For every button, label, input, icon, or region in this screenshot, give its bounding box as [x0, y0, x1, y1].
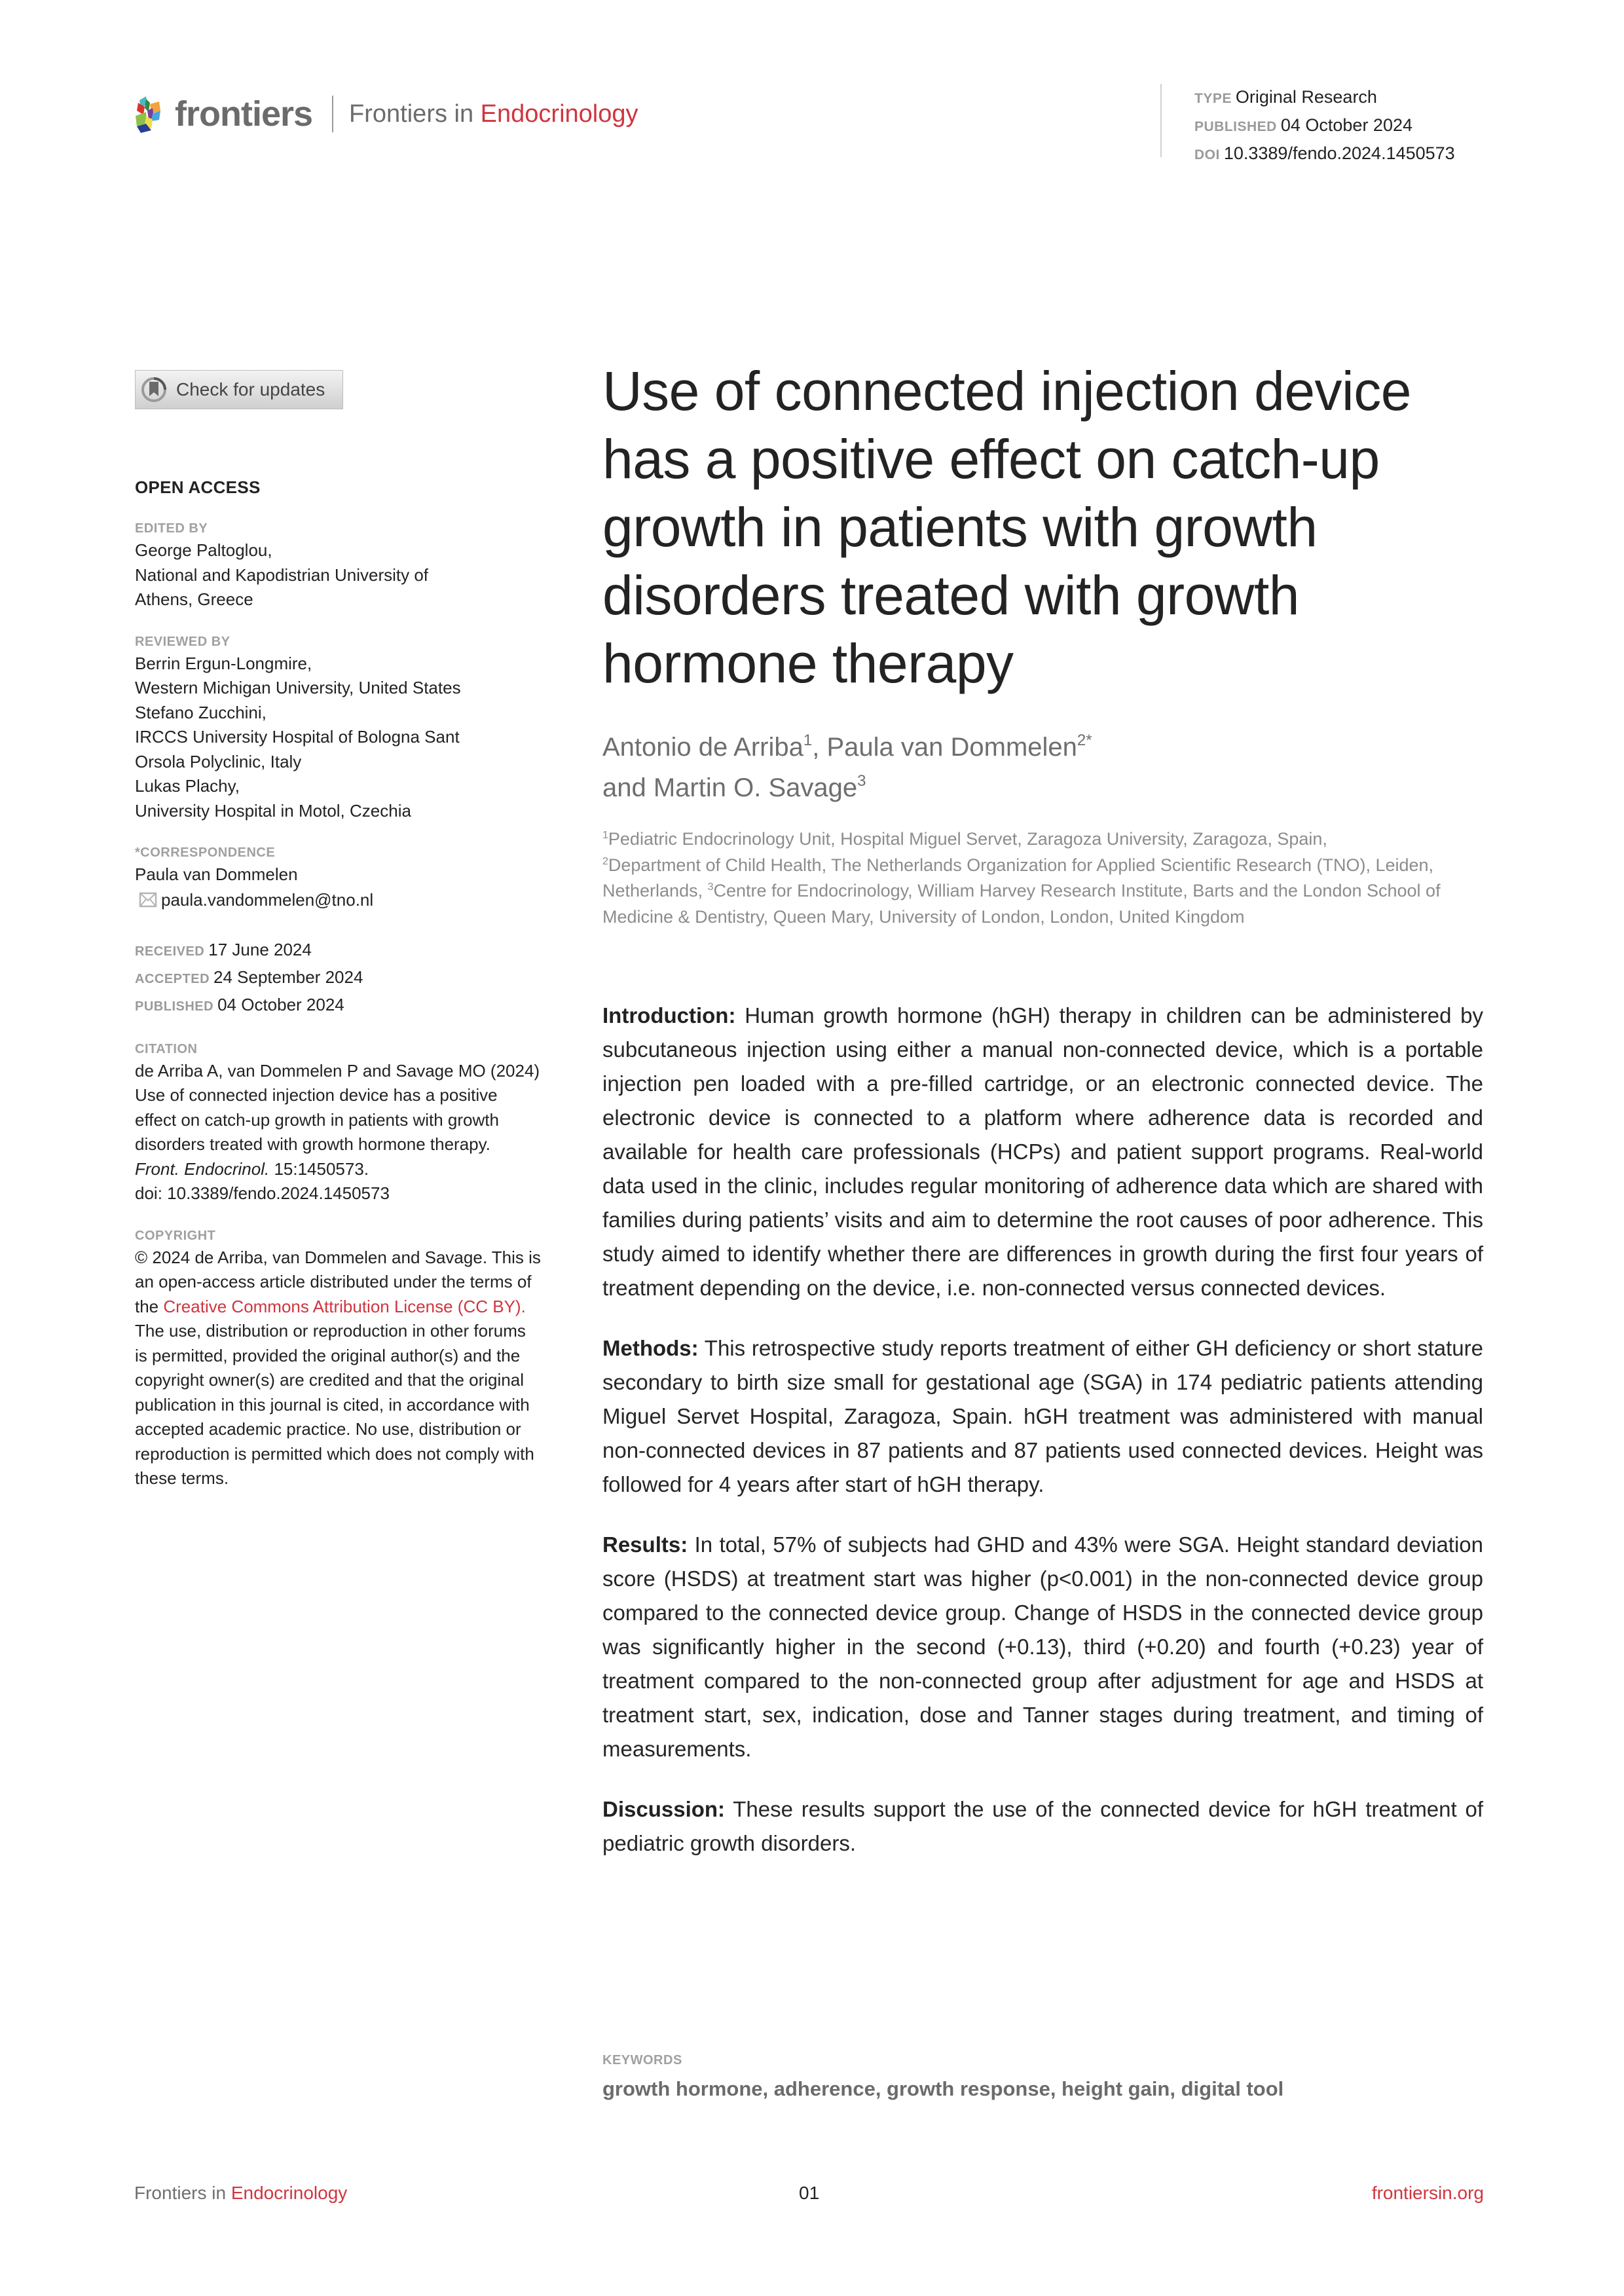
type-label: TYPE: [1194, 91, 1232, 106]
affiliation-text: Department of Child Health, The Netherlands Organization for Applied Scientific Research (TNO), Leiden, Netherlands,: [602, 855, 1434, 900]
editor-affiliation: National and Kapodistrian University of: [135, 565, 429, 585]
published-date: [1194, 112, 1455, 140]
abstract-text: This retrospective study reports treatment of either GH deficiency or short stature secondary to birth size small for gestational age (SGA) in 174 pediatric patients attending Miguel Servet Hospital, Zaragoza, Spain. hGH treatment was administered with manual non-connected devices in 87 patients and 87 patients used connected devices. Height was followed for 4 years after start of hGH therapy.: [602, 1336, 1483, 1496]
abstract-introduction: [602, 999, 1483, 1305]
author[interactable]: [602, 733, 812, 762]
author[interactable]: [826, 733, 1092, 762]
author-list: [602, 727, 1483, 808]
copyright-body: © 2024 de Arriba, van Dommelen and Savage. This is an open-access article distributed under the terms of the: [135, 1247, 541, 1316]
citation-text: [135, 1059, 541, 1206]
published-value: 04 October 2024: [1280, 115, 1413, 135]
doi: [1194, 140, 1455, 168]
affiliations: [602, 826, 1483, 930]
article-title: Use of connected injection device has a positive effect on catch-up growth in patients with growth disorders treated with growth hormone therapy: [602, 360, 1411, 694]
reviewer-name: Lukas Plachy,: [135, 776, 240, 796]
article-dates: [135, 937, 541, 1020]
editor-info: [135, 538, 541, 612]
accepted-label: ACCEPTED: [135, 971, 210, 986]
correspondence-label: *CORRESPONDENCE: [135, 845, 276, 860]
bookmark-ring-icon: [141, 375, 167, 404]
reviewer-affiliation: IRCCS University Hospital of Bologna Sant: [135, 727, 460, 747]
frontiers-site-link[interactable]: frontiersin.org: [1371, 2183, 1484, 2203]
journal-name: [349, 100, 638, 128]
citation-volume: 15:1450573.: [274, 1158, 369, 1179]
abstract-heading: Results:: [602, 1532, 688, 1557]
abstract-text: Human growth hormone (hGH) therapy in children can be administered by subcutaneous injection using either a manual non-connected device, which is a portable injection pen loaded with a pre-filled cartridge, or an electronic connected device. The electronic device is connected to a platform where adherence data is recorded and available for health care professionals (HCPs) and patient support programs. Real-world data used in the clinic, includes regular monitoring of adherence data which are shared with families during patients’ visits and aim to determine the root causes of poor adherence. This study aimed to identify whether there are differences in growth during the first four years of treatment depending on the device, i.e. non-connected versus connected devices.: [602, 1003, 1483, 1300]
abstract: [602, 999, 1483, 1887]
author-affiliation-sup: 1: [803, 731, 813, 749]
page-number: 01: [799, 2183, 820, 2203]
citation-journal: Front. Endocrinol.: [135, 1158, 270, 1179]
footer-journal-prefix: Frontiers in: [134, 2183, 227, 2203]
open-access-label: OPEN ACCESS: [135, 477, 261, 497]
envelope-icon: [139, 891, 157, 908]
editor-name: George Paltoglou,: [135, 540, 272, 560]
published-label: PUBLISHED: [135, 999, 214, 1014]
correspondence-email: [135, 887, 541, 912]
frontiers-cubes-icon: [134, 94, 168, 134]
affiliation-sup: 1: [602, 830, 608, 841]
author-affiliation-sup: 2*: [1077, 731, 1092, 749]
correspondence-name: Paula van Dommelen: [135, 864, 298, 884]
abstract-heading: Discussion:: [602, 1797, 726, 1821]
reviewed-by-label: REVIEWED BY: [135, 634, 231, 649]
journal-prefix: Frontiers in: [349, 100, 474, 128]
article-meta: [1160, 84, 1455, 163]
edited-by-label: EDITED BY: [135, 521, 208, 536]
footer-journal-name: Endocrinology: [231, 2183, 348, 2203]
logo-divider: [332, 96, 333, 132]
reviewer-affiliation: Western Michigan University, United States: [135, 678, 461, 697]
received-value: 17 June 2024: [208, 939, 312, 959]
published-date-sidebar: [135, 992, 541, 1020]
abstract-heading: Introduction:: [602, 1003, 736, 1028]
citation-doi: doi: 10.3389/fendo.2024.1450573: [135, 1183, 390, 1203]
author-affiliation-sup: 3: [857, 772, 866, 790]
copyright-label: COPYRIGHT: [135, 1228, 216, 1243]
doi-label: DOI: [1194, 147, 1220, 162]
copyright-body-end: The use, distribution or reproduction in other forums is permitted, provided the original author(s) and the copyright owner(s) are credited and that the original publication in this journal is cited, in accordance with accepted academic practice. No use, distribution or reproduction is permitted which does not comply with these terms.: [135, 1321, 534, 1488]
citation-label: CITATION: [135, 1041, 198, 1056]
frontiers-logo[interactable]: [134, 94, 638, 134]
accepted-date: [135, 965, 541, 992]
keywords: growth hormone, adherence, growth response, height gain, digital tool: [602, 2077, 1284, 2100]
check-for-updates-label: Check for updates: [176, 379, 325, 399]
author-separator: ,: [812, 733, 827, 762]
received-date: [135, 937, 541, 965]
doi-link[interactable]: 10.3389/fendo.2024.1450573: [1223, 143, 1455, 163]
sidebar: [135, 370, 541, 1491]
keywords-label: KEYWORDS: [602, 2053, 682, 2067]
cc-by-license-link[interactable]: Creative Commons Attribution License (CC BY).: [163, 1296, 526, 1316]
abstract-heading: Methods:: [602, 1336, 699, 1360]
affiliation-text: Centre for Endocrinology, William Harvey Research Institute, Barts and the London School of Medicine & Dentistry, Queen Mary, University of London, London, United Kingdom: [602, 881, 1441, 927]
type-value: Original Research: [1235, 87, 1377, 107]
email-link[interactable]: paula.vandommelen@tno.nl: [161, 889, 374, 910]
copyright-text: [135, 1246, 541, 1491]
author-name: Antonio de Arriba: [602, 733, 803, 762]
article-type: [1194, 84, 1455, 112]
affiliation-text: Pediatric Endocrinology Unit, Hospital Miguel Servet, Zaragoza University, Zaragoza, Spain,: [608, 829, 1327, 849]
published-label: PUBLISHED: [1194, 119, 1277, 134]
reviewer-name: Berrin Ergun-Longmire,: [135, 653, 312, 673]
reviewer-affiliation: Orsola Polyclinic, Italy: [135, 751, 302, 771]
logo-wordmark: frontiers: [175, 94, 313, 134]
abstract-results: [602, 1528, 1483, 1766]
journal-title: Endocrinology: [480, 100, 638, 128]
abstract-methods: [602, 1331, 1483, 1502]
published-value: 04 October 2024: [217, 994, 344, 1014]
reviewer-affiliation: University Hospital in Motol, Czechia: [135, 800, 411, 821]
editor-affiliation: Athens, Greece: [135, 589, 253, 609]
footer-journal: [134, 2183, 347, 2204]
received-label: RECEIVED: [135, 944, 205, 959]
abstract-discussion: [602, 1792, 1483, 1861]
author[interactable]: [602, 773, 866, 802]
citation-body: de Arriba A, van Dommelen P and Savage MO (2024) Use of connected injection device has a positive effect on catch-up growth in patients with growth disorders treated with growth hormone therapy.: [135, 1060, 540, 1154]
abstract-text: In total, 57% of subjects had GHD and 43% were SGA. Height standard deviation score (HSDS) at treatment start was higher (p<0.001) in the non-connected device group compared to the connected device group. Change of HSDS in the connected device group was significantly higher in the second (+0.13), third (+0.20) and fourth (+0.23) year of treatment compared to the non-connected group after adjustment for age and HSDS at treatment start, sex, indication, dose and Tanner stages during treatment, and timing of measurements.: [602, 1532, 1483, 1761]
affiliation-sup: 2: [602, 855, 608, 867]
reviewer-name: Stefano Zucchini,: [135, 702, 267, 722]
accepted-value: 24 September 2024: [213, 967, 363, 987]
reviewer-info: [135, 652, 541, 824]
check-for-updates-button[interactable]: [135, 370, 343, 409]
abstract-text: These results support the use of the connected device for hGH treatment of pediatric growth disorders.: [602, 1797, 1483, 1855]
affiliation-sup: 3: [707, 881, 714, 893]
author-name: Paula van Dommelen: [826, 733, 1077, 762]
author-name: and Martin O. Savage: [602, 773, 858, 802]
